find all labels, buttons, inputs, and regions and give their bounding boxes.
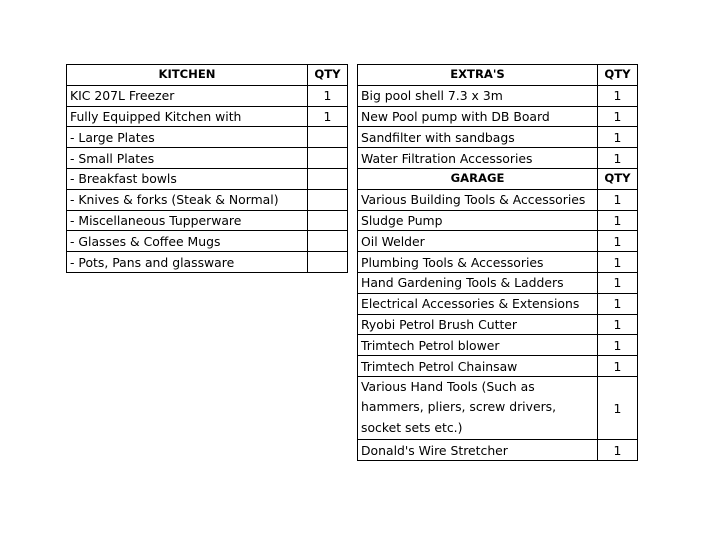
table-row <box>358 148 638 169</box>
qty-cell <box>308 127 348 148</box>
item-cell: Trimtech Petrol Chainsaw <box>358 356 598 377</box>
table-row <box>358 440 638 461</box>
qty-cell: 1 <box>598 148 638 169</box>
table-row <box>358 127 638 148</box>
item-cell: Plumbing Tools & Accessories <box>358 252 598 273</box>
table-row <box>67 106 348 127</box>
table-row <box>358 85 638 106</box>
item-cell: - Miscellaneous Tupperware <box>67 210 308 231</box>
table-row <box>67 189 348 210</box>
item-cell: Water Filtration Accessories <box>358 148 598 169</box>
item-cell: New Pool pump with DB Board <box>358 106 598 127</box>
table-row <box>67 231 348 252</box>
table-row <box>358 356 638 377</box>
item-cell: Ryobi Petrol Brush Cutter <box>358 314 598 335</box>
qty-cell <box>308 252 348 273</box>
qty-cell: 1 <box>598 106 638 127</box>
table-row <box>67 168 348 189</box>
item-cell: Fully Equipped Kitchen with <box>67 106 308 127</box>
item-cell: Sludge Pump <box>358 210 598 231</box>
item-cell: Various Hand Tools (Such as hammers, pliers, screw drivers, socket sets etc.) <box>358 376 598 440</box>
table-row <box>67 210 348 231</box>
garage-qty-header: QTY <box>598 168 638 189</box>
extras-header: EXTRA'S <box>358 65 598 86</box>
item-cell: - Breakfast bowls <box>67 168 308 189</box>
item-cell: - Pots, Pans and glassware <box>67 252 308 273</box>
item-cell: Big pool shell 7.3 x 3m <box>358 85 598 106</box>
item-cell: - Large Plates <box>67 127 308 148</box>
item-cell: Hand Gardening Tools & Ladders <box>358 272 598 293</box>
qty-cell: 1 <box>598 231 638 252</box>
qty-cell <box>308 148 348 169</box>
qty-cell: 1 <box>598 440 638 461</box>
table-row <box>358 335 638 356</box>
garage-header-row <box>358 168 638 189</box>
table-row <box>358 252 638 273</box>
table-row <box>358 210 638 231</box>
extras-qty-header: QTY <box>598 65 638 86</box>
table-row <box>358 376 638 440</box>
item-cell: Sandfilter with sandbags <box>358 127 598 148</box>
kitchen-table <box>66 64 348 273</box>
qty-cell <box>308 168 348 189</box>
qty-cell: 1 <box>598 210 638 231</box>
table-row <box>358 189 638 210</box>
qty-cell: 1 <box>598 314 638 335</box>
kitchen-qty-header: QTY <box>308 65 348 86</box>
item-cell: - Glasses & Coffee Mugs <box>67 231 308 252</box>
qty-cell: 1 <box>598 272 638 293</box>
extras-header-row <box>358 65 638 86</box>
garage-header: GARAGE <box>358 168 598 189</box>
qty-cell: 1 <box>308 85 348 106</box>
qty-cell: 1 <box>598 189 638 210</box>
item-cell: Oil Welder <box>358 231 598 252</box>
item-cell: Various Building Tools & Accessories <box>358 189 598 210</box>
qty-cell: 1 <box>598 127 638 148</box>
item-cell: Donald's Wire Stretcher <box>358 440 598 461</box>
table-row <box>358 272 638 293</box>
extras-garage-table <box>357 64 638 461</box>
kitchen-header: KITCHEN <box>67 65 308 86</box>
table-row <box>67 148 348 169</box>
item-cell: Electrical Accessories & Extensions <box>358 293 598 314</box>
item-cell: Trimtech Petrol blower <box>358 335 598 356</box>
table-row <box>67 85 348 106</box>
qty-cell <box>308 210 348 231</box>
qty-cell: 1 <box>308 106 348 127</box>
qty-cell: 1 <box>598 85 638 106</box>
table-row <box>358 106 638 127</box>
qty-cell: 1 <box>598 376 638 440</box>
item-cell: - Small Plates <box>67 148 308 169</box>
qty-cell: 1 <box>598 335 638 356</box>
item-cell: KIC 207L Freezer <box>67 85 308 106</box>
qty-cell <box>308 189 348 210</box>
qty-cell: 1 <box>598 293 638 314</box>
table-row <box>358 314 638 335</box>
table-row <box>358 231 638 252</box>
kitchen-header-row <box>67 65 348 86</box>
qty-cell <box>308 231 348 252</box>
qty-cell: 1 <box>598 356 638 377</box>
table-row <box>67 127 348 148</box>
table-row <box>358 293 638 314</box>
qty-cell: 1 <box>598 252 638 273</box>
item-cell: - Knives & forks (Steak & Normal) <box>67 189 308 210</box>
table-row <box>67 252 348 273</box>
